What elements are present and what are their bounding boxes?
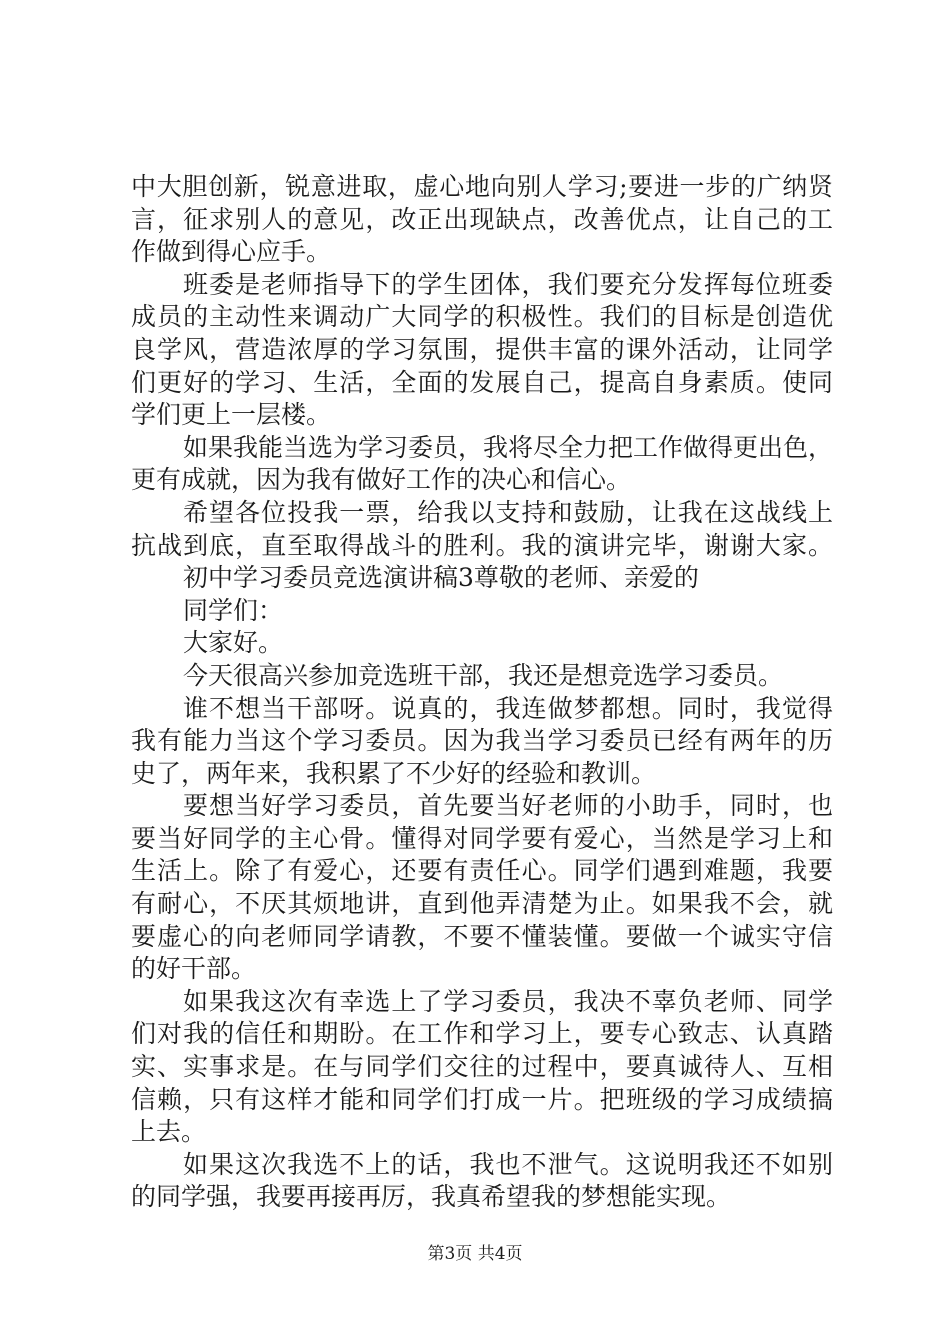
text-line: 谁不想当干部呀。说真的，我连做梦都想。同时，我觉得: [183, 693, 833, 723]
text-line: 实、实事求是。在与同学们交往的过程中，要真诚待人、互相: [131, 1052, 833, 1082]
text-line: 言，征求别人的意见，改正出现缺点，改善优点，让自己的工: [131, 204, 833, 234]
text-line: 班委是老师指导下的学生团体，我们要充分发挥每位班委: [183, 269, 833, 299]
text-line: 们对我的信任和期盼。在工作和学习上，要专心致志、认真踏: [131, 1019, 833, 1049]
text-line: 有耐心，不厌其烦地讲，直到他弄清楚为止。如果我不会，就: [131, 889, 833, 919]
text-line: 要想当好学习委员，首先要当好老师的小助手，同时，也: [183, 791, 833, 821]
text-line: 今天很高兴参加竞选班干部，我还是想竞选学习委员。: [183, 660, 784, 690]
text-line: 信赖，只有这样才能和同学们打成一片。把班级的学习成绩搞: [131, 1084, 833, 1114]
text-line: 的好干部。: [131, 954, 257, 984]
text-line: 我有能力当这个学习委员。因为我当学习委员已经有两年的历: [131, 726, 833, 756]
document-body: [131, 171, 833, 1214]
text-line: 上去。: [131, 1117, 207, 1147]
text-line: 中大胆创新，锐意进取，虚心地向别人学习;要进一步的广纳贤: [131, 172, 833, 201]
page-number-footer: 第3页 共4页: [427, 1244, 523, 1264]
text-line: 生活上。除了有爱心，还要有责任心。同学们遇到难题，我要: [131, 856, 833, 886]
text-line: 更有成就，因为我有做好工作的决心和信心。: [131, 465, 632, 495]
text-line: 良学风，营造浓厚的学习氛围，提供丰富的课外活动，让同学: [131, 334, 833, 364]
text-line: 要当好同学的主心骨。懂得对同学要有爱心，当然是学习上和: [131, 823, 833, 853]
text-line: 初中学习委员竞选演讲稿3尊敬的老师、亲爱的: [183, 563, 699, 593]
text-line: 史了，两年来，我积累了不少好的经验和教训。: [131, 758, 657, 788]
text-line: 如果这次我选不上的话，我也不泄气。这说明我还不如别: [183, 1149, 833, 1179]
text-line: 学们更上一层楼。: [131, 400, 332, 430]
text-line: 成员的主动性来调动广大同学的积极性。我们的目标是创造优: [131, 302, 833, 332]
text-line: 如果我这次有幸选上了学习委员，我决不辜负老师、同学: [183, 986, 833, 1016]
text-line: 大家好。: [183, 628, 284, 658]
text-line: 如果我能当选为学习委员，我将尽全力把工作做得更出色，: [183, 432, 833, 462]
text-line: 们更好的学习、生活，全面的发展自己，提高自身素质。使同: [131, 367, 833, 397]
text-line: 抗战到底，直至取得战斗的胜利。我的演讲完毕，谢谢大家。: [131, 530, 833, 560]
text-line: 的同学强，我要再接再厉，我真希望我的梦想能实现。: [131, 1182, 732, 1212]
text-line: 作做到得心应手。: [131, 237, 332, 267]
text-line: 同学们：: [183, 595, 284, 625]
text-line: 希望各位投我一票，给我以支持和鼓励，让我在这战线上: [183, 497, 833, 527]
text-line: 要虚心的向老师同学请教，不要不懂装懂。要做一个诚实守信: [131, 921, 833, 951]
